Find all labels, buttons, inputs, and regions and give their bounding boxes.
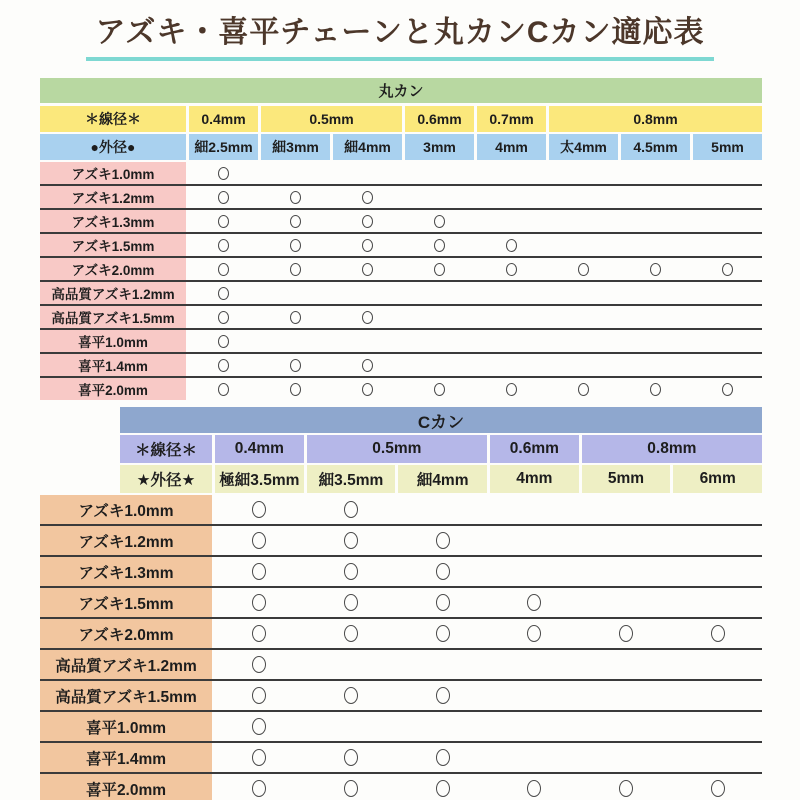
table-row (40, 774, 762, 800)
compatibility-cell (673, 681, 762, 710)
c-kan-table (40, 407, 762, 800)
circle-mark-icon (578, 383, 589, 396)
compatibility-cell (189, 354, 258, 376)
compatibility-cell (582, 495, 671, 524)
page-title: アズキ・喜平チェーンと丸カンCカン適応表 (86, 14, 715, 61)
compatibility-cell (333, 162, 402, 184)
circle-mark-icon (252, 501, 266, 518)
compatibility-cell (477, 210, 546, 232)
circle-mark-icon (252, 749, 266, 766)
compatibility-cell (477, 162, 546, 184)
chain-row-label: 喜平1.0mm (40, 330, 186, 352)
compatibility-cell (398, 495, 487, 524)
compatibility-cell (261, 210, 330, 232)
compatibility-cell (490, 712, 579, 741)
circle-mark-icon (218, 359, 229, 372)
circle-mark-icon (344, 501, 358, 518)
compatibility-cell (477, 282, 546, 304)
compatibility-cell (673, 526, 762, 555)
compatibility-cell (477, 258, 546, 280)
table-row (40, 210, 762, 234)
circle-mark-icon (290, 191, 301, 204)
wire-size-cell: 0.6mm (405, 106, 474, 132)
compatibility-cell (261, 354, 330, 376)
circle-mark-icon (290, 215, 301, 228)
wire-size-cell: 0.4mm (215, 435, 304, 463)
circle-mark-icon (344, 594, 358, 611)
outer-size-cell: 4mm (477, 134, 546, 160)
table-row (40, 234, 762, 258)
circle-mark-icon (290, 311, 301, 324)
wire-size-cell: 0.4mm (189, 106, 258, 132)
compatibility-cell (673, 495, 762, 524)
chain-row-label: アズキ1.0mm (40, 495, 212, 524)
compatibility-cell (405, 234, 474, 256)
compatibility-cell (673, 712, 762, 741)
outer-size-cell: 細3.5mm (307, 465, 396, 493)
compatibility-cell (693, 210, 762, 232)
table-row (40, 557, 762, 588)
circle-mark-icon (619, 780, 633, 797)
compatibility-cell (490, 588, 579, 617)
circle-mark-icon (252, 718, 266, 735)
compatibility-cell (549, 282, 618, 304)
compatibility-cell (673, 743, 762, 772)
maru-kan-table (40, 78, 762, 400)
circle-mark-icon (436, 749, 450, 766)
compatibility-cell (307, 712, 396, 741)
compatibility-cell (621, 354, 690, 376)
table-row (40, 588, 762, 619)
compatibility-cell (189, 330, 258, 352)
outer-size-cell: 6mm (673, 465, 762, 493)
compatibility-cell (549, 258, 618, 280)
table-row (40, 162, 762, 186)
compatibility-cell (490, 743, 579, 772)
compatibility-cell (490, 619, 579, 648)
circle-mark-icon (252, 687, 266, 704)
circle-mark-icon (527, 594, 541, 611)
compatibility-cell (398, 681, 487, 710)
table-row (40, 258, 762, 282)
circle-mark-icon (218, 167, 229, 180)
compatibility-cell (549, 354, 618, 376)
circle-mark-icon (362, 383, 373, 396)
compatibility-cell (693, 258, 762, 280)
circle-mark-icon (252, 563, 266, 580)
wire-size-cell: 0.8mm (549, 106, 762, 132)
circle-mark-icon (722, 263, 733, 276)
circle-mark-icon (527, 780, 541, 797)
circle-mark-icon (218, 287, 229, 300)
circle-mark-icon (436, 594, 450, 611)
compatibility-cell (477, 234, 546, 256)
compatibility-cell (621, 306, 690, 328)
table-row (40, 378, 762, 400)
maru-kan-title: 丸カン (40, 78, 762, 103)
compatibility-cell (307, 495, 396, 524)
compatibility-cell (693, 234, 762, 256)
compatibility-cell (261, 162, 330, 184)
chain-row-label: 高品質アズキ1.2mm (40, 650, 212, 679)
compatibility-cell (621, 282, 690, 304)
compatibility-cell (307, 557, 396, 586)
compatibility-cell (405, 282, 474, 304)
compatibility-cell (333, 306, 402, 328)
wire-size-cell: 0.5mm (261, 106, 402, 132)
compatibility-cell (477, 186, 546, 208)
wire-diameter-label: ＊線径＊ (40, 106, 186, 132)
compatibility-cell (189, 258, 258, 280)
chain-row-label: 高品質アズキ1.5mm (40, 306, 186, 328)
compatibility-cell (405, 210, 474, 232)
circle-mark-icon (650, 263, 661, 276)
compatibility-cell (261, 330, 330, 352)
circle-mark-icon (436, 780, 450, 797)
compatibility-cell (582, 557, 671, 586)
compatibility-cell (490, 495, 579, 524)
c-kan-title: Cカン (120, 407, 762, 433)
circle-mark-icon (722, 383, 733, 396)
compatibility-cell (261, 306, 330, 328)
compatibility-cell (693, 282, 762, 304)
circle-mark-icon (362, 239, 373, 252)
compatibility-cell (398, 650, 487, 679)
circle-mark-icon (218, 263, 229, 276)
circle-mark-icon (344, 749, 358, 766)
compatibility-cell (215, 557, 304, 586)
compatibility-cell (215, 712, 304, 741)
compatibility-cell (582, 588, 671, 617)
compatibility-cell (215, 774, 304, 800)
outer-size-cell: 4mm (490, 465, 579, 493)
compatibility-cell (582, 619, 671, 648)
outer-size-cell: 極細3.5mm (215, 465, 304, 493)
compatibility-cell (621, 378, 690, 400)
compatibility-cell (693, 186, 762, 208)
compatibility-cell (621, 234, 690, 256)
circle-mark-icon (290, 359, 301, 372)
compatibility-cell (673, 557, 762, 586)
circle-mark-icon (218, 335, 229, 348)
compatibility-cell (307, 650, 396, 679)
compatibility-cell (398, 588, 487, 617)
compatibility-cell (261, 258, 330, 280)
compatibility-cell (405, 378, 474, 400)
compatibility-cell (189, 282, 258, 304)
compatibility-cell (621, 258, 690, 280)
compatibility-cell (189, 186, 258, 208)
circle-mark-icon (290, 263, 301, 276)
c-kan-outer-row (120, 465, 762, 493)
circle-mark-icon (252, 594, 266, 611)
compatibility-cell (189, 162, 258, 184)
chain-row-label: 喜平1.0mm (40, 712, 212, 741)
compatibility-cell (549, 210, 618, 232)
compatibility-cell (477, 378, 546, 400)
outer-size-cell: 細3mm (261, 134, 330, 160)
compatibility-cell (673, 774, 762, 800)
chain-row-label: アズキ1.3mm (40, 557, 212, 586)
outer-size-cell: 細4mm (398, 465, 487, 493)
table-row (40, 650, 762, 681)
circle-mark-icon (290, 383, 301, 396)
table-row (40, 282, 762, 306)
circle-mark-icon (434, 383, 445, 396)
compatibility-cell (549, 330, 618, 352)
compatibility-cell (673, 588, 762, 617)
circle-mark-icon (436, 532, 450, 549)
chain-row-label: 高品質アズキ1.2mm (40, 282, 186, 304)
compatibility-cell (333, 234, 402, 256)
circle-mark-icon (344, 780, 358, 797)
circle-mark-icon (362, 215, 373, 228)
compatibility-cell (405, 258, 474, 280)
circle-mark-icon (344, 532, 358, 549)
table-row (40, 712, 762, 743)
outer-size-cell: 3mm (405, 134, 474, 160)
table-row (40, 526, 762, 557)
compatibility-cell (673, 619, 762, 648)
compatibility-cell (490, 650, 579, 679)
compatibility-cell (398, 743, 487, 772)
table-row (40, 186, 762, 210)
circle-mark-icon (218, 215, 229, 228)
compatibility-cell (693, 306, 762, 328)
circle-mark-icon (218, 239, 229, 252)
chain-row-label: アズキ2.0mm (40, 258, 186, 280)
wire-size-cell: 0.7mm (477, 106, 546, 132)
circle-mark-icon (434, 239, 445, 252)
compatibility-cell (398, 774, 487, 800)
table-row (40, 354, 762, 378)
compatibility-cell (582, 743, 671, 772)
compatibility-cell (621, 162, 690, 184)
circle-mark-icon (218, 383, 229, 396)
compatibility-cell (261, 234, 330, 256)
compatibility-cell (490, 681, 579, 710)
compatibility-cell (333, 258, 402, 280)
circle-mark-icon (527, 625, 541, 642)
compatibility-cell (398, 526, 487, 555)
compatibility-cell (189, 210, 258, 232)
title-wrap (0, 14, 800, 61)
compatibility-cell (405, 330, 474, 352)
wire-size-cell: 0.5mm (307, 435, 487, 463)
circle-mark-icon (362, 359, 373, 372)
compatibility-cell (215, 588, 304, 617)
circle-mark-icon (506, 239, 517, 252)
table-row (40, 743, 762, 774)
compatibility-cell (490, 526, 579, 555)
chain-row-label: 高品質アズキ1.5mm (40, 681, 212, 710)
circle-mark-icon (711, 780, 725, 797)
table-row (40, 330, 762, 354)
outer-diameter-label: ★外径★ (120, 465, 212, 493)
circle-mark-icon (436, 625, 450, 642)
chain-row-label: アズキ1.5mm (40, 588, 212, 617)
compatibility-cell (215, 650, 304, 679)
outer-size-cell: 太4mm (549, 134, 618, 160)
compatibility-cell (307, 526, 396, 555)
compatibility-cell (549, 186, 618, 208)
wire-size-cell: 0.6mm (490, 435, 579, 463)
compatibility-cell (307, 743, 396, 772)
compatibility-cell (477, 306, 546, 328)
circle-mark-icon (650, 383, 661, 396)
maru-kan-outer-row (40, 134, 762, 160)
outer-size-cell: 細2.5mm (189, 134, 258, 160)
compatibility-cell (189, 306, 258, 328)
compatibility-cell (549, 162, 618, 184)
circle-mark-icon (252, 625, 266, 642)
outer-size-cell: 4.5mm (621, 134, 690, 160)
compatibility-cell (189, 234, 258, 256)
chain-row-label: 喜平2.0mm (40, 378, 186, 400)
circle-mark-icon (344, 687, 358, 704)
compatibility-cell (215, 526, 304, 555)
compatibility-cell (307, 588, 396, 617)
table-row (40, 681, 762, 712)
circle-mark-icon (711, 625, 725, 642)
c-kan-wire-row (120, 435, 762, 463)
circle-mark-icon (362, 311, 373, 324)
chain-row-label: アズキ1.2mm (40, 526, 212, 555)
circle-mark-icon (578, 263, 589, 276)
circle-mark-icon (619, 625, 633, 642)
compatibility-cell (333, 186, 402, 208)
compatibility-cell (621, 186, 690, 208)
circle-mark-icon (252, 656, 266, 673)
compatibility-cell (215, 681, 304, 710)
compatibility-cell (307, 774, 396, 800)
compatibility-cell (405, 306, 474, 328)
circle-mark-icon (434, 215, 445, 228)
compatibility-cell (405, 162, 474, 184)
compatibility-cell (333, 330, 402, 352)
compatibility-cell (398, 712, 487, 741)
outer-diameter-label: ●外径● (40, 134, 186, 160)
compatibility-cell (693, 354, 762, 376)
compatibility-cell (307, 681, 396, 710)
compatibility-cell (261, 378, 330, 400)
circle-mark-icon (252, 532, 266, 549)
compatibility-cell (693, 162, 762, 184)
circle-mark-icon (434, 263, 445, 276)
table-row (40, 619, 762, 650)
compatibility-cell (693, 378, 762, 400)
compatibility-cell (215, 619, 304, 648)
compatibility-cell (307, 619, 396, 648)
circle-mark-icon (218, 191, 229, 204)
compatibility-cell (490, 557, 579, 586)
compatibility-cell (582, 712, 671, 741)
circle-mark-icon (436, 563, 450, 580)
compatibility-cell (398, 557, 487, 586)
compatibility-cell (621, 330, 690, 352)
compatibility-cell (477, 330, 546, 352)
outer-size-cell: 5mm (582, 465, 671, 493)
table-row (40, 495, 762, 526)
compatibility-cell (693, 330, 762, 352)
compatibility-cell (333, 354, 402, 376)
circle-mark-icon (290, 239, 301, 252)
compatibility-cell (333, 210, 402, 232)
maru-kan-wire-row (40, 106, 762, 132)
circle-mark-icon (362, 263, 373, 276)
compatibility-cell (215, 743, 304, 772)
compatibility-cell (333, 282, 402, 304)
compatibility-cell (582, 681, 671, 710)
compatibility-cell (490, 774, 579, 800)
table-row (40, 306, 762, 330)
compatibility-cell (405, 354, 474, 376)
compatibility-cell (398, 619, 487, 648)
chain-row-label: 喜平1.4mm (40, 354, 186, 376)
chain-row-label: アズキ1.3mm (40, 210, 186, 232)
chain-row-label: アズキ1.0mm (40, 162, 186, 184)
compatibility-cell (261, 186, 330, 208)
chain-row-label: 喜平1.4mm (40, 743, 212, 772)
circle-mark-icon (506, 383, 517, 396)
outer-size-cell: 細4mm (333, 134, 402, 160)
chain-row-label: アズキ1.5mm (40, 234, 186, 256)
wire-diameter-label: ＊線径＊ (120, 435, 212, 463)
circle-mark-icon (218, 311, 229, 324)
compatibility-cell (405, 186, 474, 208)
circle-mark-icon (436, 687, 450, 704)
chain-row-label: アズキ2.0mm (40, 619, 212, 648)
circle-mark-icon (344, 563, 358, 580)
compatibility-cell (189, 378, 258, 400)
compatibility-cell (549, 378, 618, 400)
chain-row-label: アズキ1.2mm (40, 186, 186, 208)
compatibility-cell (549, 234, 618, 256)
compatibility-cell (215, 495, 304, 524)
compatibility-cell (549, 306, 618, 328)
compatibility-cell (261, 282, 330, 304)
compatibility-cell (477, 354, 546, 376)
circle-mark-icon (252, 780, 266, 797)
circle-mark-icon (362, 191, 373, 204)
compatibility-cell (582, 774, 671, 800)
circle-mark-icon (344, 625, 358, 642)
compatibility-cell (333, 378, 402, 400)
compatibility-cell (673, 650, 762, 679)
chain-row-label: 喜平2.0mm (40, 774, 212, 800)
compatibility-cell (582, 526, 671, 555)
compatibility-cell (582, 650, 671, 679)
circle-mark-icon (506, 263, 517, 276)
outer-size-cell: 5mm (693, 134, 762, 160)
wire-size-cell: 0.8mm (582, 435, 762, 463)
compatibility-cell (621, 210, 690, 232)
